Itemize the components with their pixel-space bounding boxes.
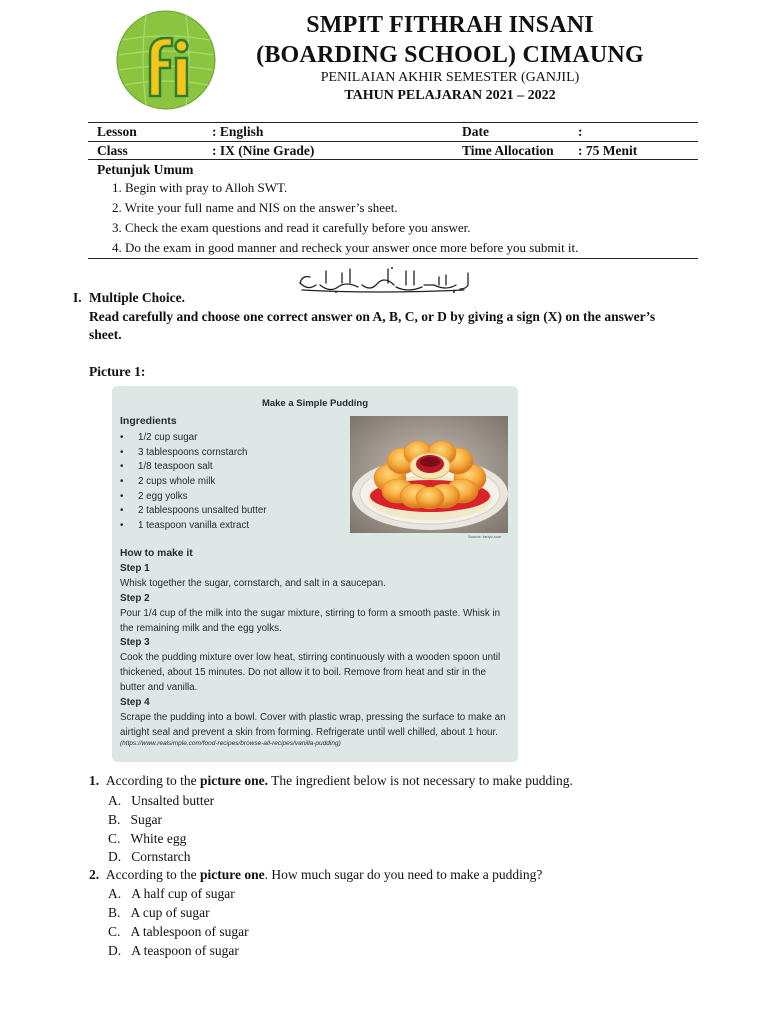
lesson-value: : English	[212, 124, 264, 139]
recipe-title: Make a Simple Pudding	[261, 398, 369, 409]
answer-option[interactable]: B. Sugar	[108, 812, 163, 827]
ingredients-title: Ingredients	[120, 415, 177, 427]
section-direction-cont: sheet.	[89, 327, 122, 342]
source-url: (https://www.realsimple.com/food-recipes/browse-all-recipes/vanilla-pudding)	[120, 740, 341, 747]
calligraphy-ornament	[296, 263, 471, 295]
section-title: Multiple Choice.	[89, 290, 185, 305]
date-value: :	[578, 124, 583, 139]
picture-label: Picture 1:	[89, 364, 146, 379]
instructions-title: Petunjuk Umum	[97, 162, 194, 177]
school-name-line1: SMPIT FITHRAH INSANI	[306, 12, 594, 38]
question-1: 1. According to the picture one. The ingredient below is not necessary to make pudding.	[89, 773, 573, 788]
step-text: Pour 1/4 cup of the milk into the sugar mixture, stirring to form a smooth paste. Whisk in the remaining milk and the egg yolks.	[120, 608, 501, 634]
question-emphasis: picture one.	[199, 773, 268, 788]
instructions-divider	[88, 258, 698, 259]
question-2: 2. According to the picture one. How much sugar do you need to make a pudding?	[89, 867, 543, 882]
how-to-title: How to make it	[120, 548, 193, 559]
answer-option[interactable]: D. A teaspoon of sugar	[108, 943, 239, 958]
section-direction: Read carefully and choose one correct answer on A, B, C, or D by giving a sign (X) on the answer’s	[89, 309, 656, 324]
ingredient-item: • 2 egg yolks	[120, 490, 188, 502]
step-text: Scrape the pudding into a bowl. Cover with plastic wrap, pressing the surface to make an airtight seal and prevent a skin from forming. Refrigerate until well chilled, about 1 hour.	[120, 712, 506, 738]
header-divider-top	[88, 122, 698, 123]
time-value: : 75 Menit	[578, 143, 638, 158]
instruction-item: 4. Do the exam in good manner and recheck your answer once more before you submit it.	[112, 240, 579, 255]
info-divider-bottom	[88, 159, 698, 160]
instruction-item: 1. Begin with pray to Alloh SWT.	[112, 180, 288, 195]
ingredient-item: • 1/8 teaspoon salt	[120, 461, 213, 473]
step-label: Step 4	[120, 697, 150, 708]
ingredient-item: • 2 cups whole milk	[120, 476, 216, 488]
instruction-item: 3. Check the exam questions and read it carefully before you answer.	[112, 220, 471, 235]
ingredients-list	[120, 431, 267, 534]
recipe-card	[112, 386, 518, 762]
answer-option[interactable]: C. A tablespoon of sugar	[108, 924, 249, 939]
time-label: Time Allocation	[462, 143, 554, 158]
school-logo	[116, 10, 216, 110]
info-divider	[88, 141, 698, 142]
question-number: 1.	[89, 773, 100, 788]
ingredient-item: • 1/2 cup sugar	[120, 432, 198, 443]
instruction-item: 2. Write your full name and NIS on the answer’s sheet.	[112, 200, 398, 215]
date-label: Date	[462, 124, 489, 139]
image-source: Source: fariyo.com	[468, 534, 502, 539]
step-label: Step 2	[120, 593, 150, 604]
ingredient-item: • 3 tablespoons cornstarch	[120, 446, 248, 458]
step-label: Step 3	[120, 637, 150, 648]
class-value: : IX (Nine Grade)	[212, 143, 315, 158]
ingredient-item: • 2 tablespoons unsalted butter	[120, 505, 267, 517]
answer-option[interactable]: D. Cornstarch	[108, 849, 191, 864]
answer-option[interactable]: B. A cup of sugar	[108, 905, 210, 920]
step-text: Cook the pudding mixture over low heat, stirring continuously with a wooden spoon until thickened, about 15 minutes. Do not allow it to boil. Remove from heat and stir in the butter and vanilla.	[120, 652, 501, 693]
pudding-photo	[350, 416, 508, 533]
assessment-title: PENILAIAN AKHIR SEMESTER (GANJIL)	[320, 70, 580, 85]
section-number: I.	[73, 290, 82, 305]
class-label: Class	[97, 143, 128, 158]
lesson-label: Lesson	[97, 124, 137, 139]
answer-option[interactable]: A. A half cup of sugar	[108, 886, 235, 901]
question-emphasis: picture one	[199, 867, 265, 882]
ingredient-item: • 1 teaspoon vanilla extract	[120, 520, 250, 532]
step-label: Step 1	[120, 563, 150, 574]
school-name-line2: (BOARDING SCHOOL) CIMAUNG	[256, 42, 644, 68]
academic-year: TAHUN PELAJARAN 2021 – 2022	[344, 88, 556, 103]
question-number: 2.	[89, 867, 100, 882]
answer-option[interactable]: A. Unsalted butter	[108, 793, 215, 808]
step-text: Whisk together the sugar, cornstarch, and salt in a saucepan.	[120, 578, 386, 589]
answer-option[interactable]: C. White egg	[108, 831, 187, 846]
